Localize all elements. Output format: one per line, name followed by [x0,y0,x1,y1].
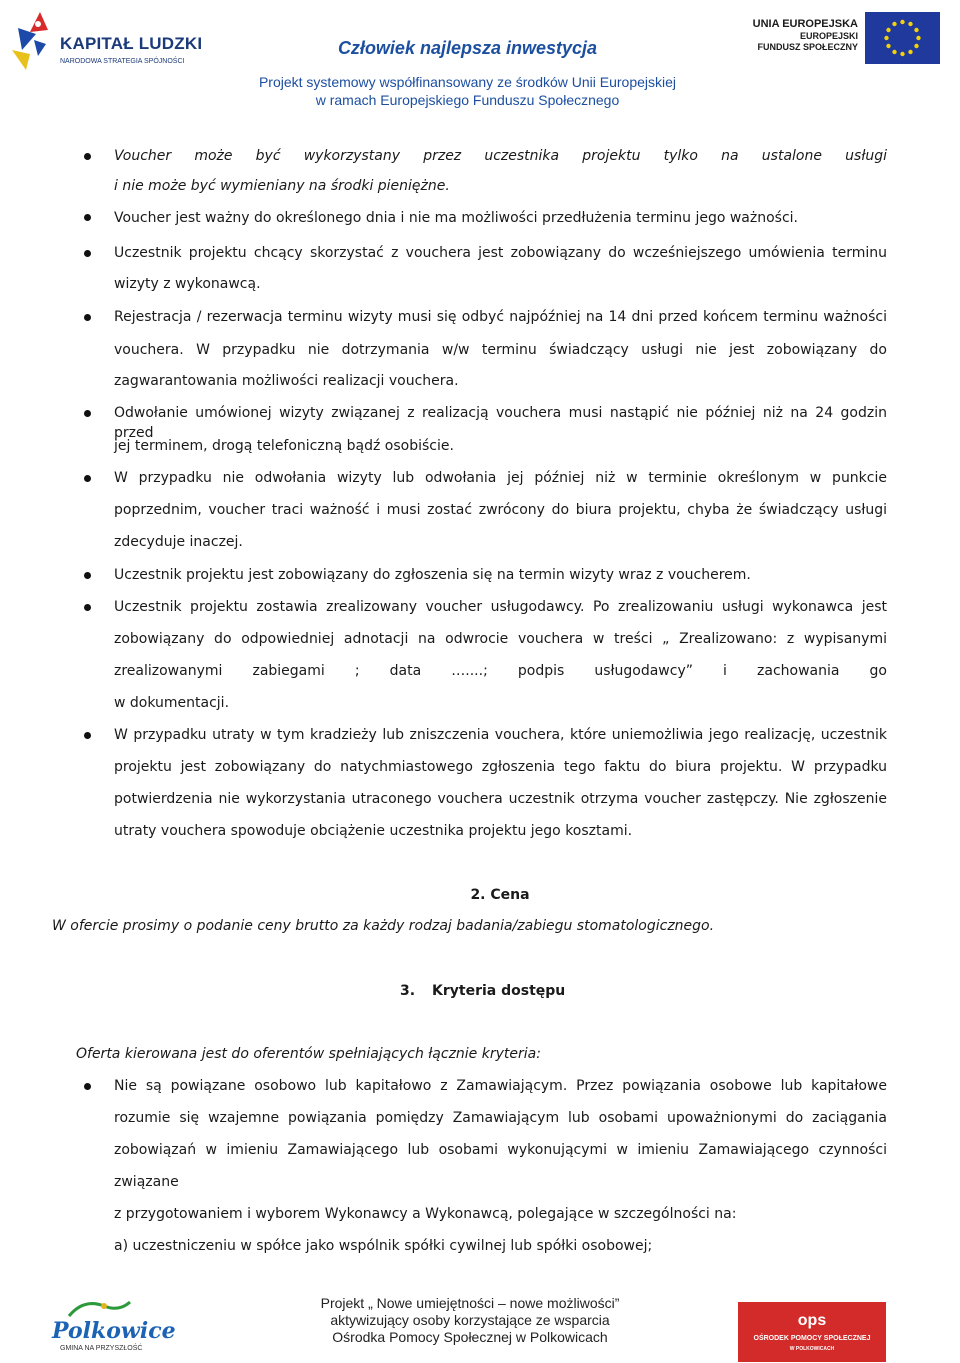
page-header [0,0,960,115]
page-footer [0,1290,960,1363]
list-item-line: vouchera. W przypadku nie dotrzymania w/w terminu świadczący usługi nie jest zobowiązany do [114,342,887,358]
ops-logo-name: ops [797,1312,827,1329]
list-item-line: zrealizowanymi zabiegami ; data …....; podpis usługodawcy” i zachowania go [114,663,887,679]
list-item-line: rozumie się wzajemne powiązania pomiędzy Zamawiającym lub osobami upoważnionymi do zaciągania [114,1110,887,1126]
list-item-line: zobowiązań w imieniu Zamawiającego lub osobami wykonującymi w imieniu Zamawiającego czynności [114,1142,887,1158]
bullet-icon [84,214,91,221]
list-item-line: Uczestnik projektu zostawia zrealizowany voucher usługodawcy. Po zrealizowaniu usługi wykonawca jest [114,599,887,615]
list-item-line: związane [114,1174,179,1190]
eu-logo-line-1: UNIA EUROPEJSKA [752,18,858,30]
list-item-line: wizyty z wykonawcą. [114,276,261,292]
list-item-line: z przygotowaniem i wyborem Wykonawcy a Wykonawcą, polegające w szczególności na: [114,1206,737,1222]
list-item-line: i nie może być wymieniany na środki pieniężne. [114,178,450,194]
list-item-line: a) uczestniczeniu w spółce jako wspólnik spółki cywilnej lub spółki osobowej; [114,1238,653,1254]
bullet-icon [84,1083,91,1090]
list-item-line: Voucher jest ważny do określonego dnia i nie ma możliwości przedłużenia terminu jego ważności. [114,210,798,226]
list-item-line: jej terminem, drogą telefoniczną bądź osobiście. [114,438,454,454]
list-item-line: Uczestnik projektu jest zobowiązany do zgłoszenia się na termin wizyty wraz z voucherem. [114,567,751,583]
header-motto: Człowiek najlepsza inwestycja [337,38,598,58]
ops-logo-background [738,1302,886,1362]
polkowice-emblem-icon [64,1298,134,1320]
list-item-line: zdecyduje inaczej. [114,534,243,550]
list-item-line: zobowiązany do odpowiedniej adnotacji na odwrocie vouchera w treści „ Zrealizowano: z wypisanymi [114,631,887,647]
list-item-line: Odwołanie umówionej wizyty związanej z realizacją vouchera musi nastąpić nie później niż na 24 godzin przed [114,405,887,441]
footer-line-3: Ośrodka Pomocy Społecznej w Polkowicach [332,1329,608,1345]
header-project-line-1: Projekt systemowy współfinansowany ze środków Unii Europejskiej [258,74,677,90]
bullet-icon [84,250,91,257]
polkowice-name: Polkowice [52,1318,176,1344]
ops-logo [738,1302,886,1362]
eu-logo-line-2: EUROPEJSKI [799,31,858,41]
footer-line-1: Projekt „ Nowe umiejętności – nowe możliwości” [320,1295,620,1311]
bullet-icon [84,410,91,417]
eu-logo [740,18,950,68]
ops-logo-line-2: W POLKOWICACH [789,1346,835,1352]
bullet-icon [84,314,91,321]
list-item-line: Uczestnik projektu chcący skorzystać z vouchera jest zobowiązany do wcześniejszego umówienia terminu [114,245,887,261]
bullet-icon [84,475,91,482]
list-item-line: utraty vouchera spowoduje obciążenie uczestnika projektu jego kosztami. [114,823,633,839]
kapital-ludzki-subtitle: NARODOWA STRATEGIA SPÓJNOŚCI [60,58,185,65]
section-paragraph-price: W ofercie prosimy o podanie ceny brutto za każdy rodzaj badania/zabiegu stomatologicznego. [52,918,715,934]
section-heading-price: 2. Cena [470,887,530,903]
bullet-icon [84,732,91,739]
eu-flag-icon [865,12,940,64]
list-item-line: W przypadku nie odwołania wizyty lub odwołania jej później niż w terminie określonym w punkcie [114,470,887,486]
bullet-icon [84,153,91,160]
list-item-line: w dokumentacji. [114,695,230,711]
bullet-icon [84,604,91,611]
list-item-line: potwierdzenia nie wykorzystania utraconego vouchera uczestnik otrzyma voucher zastępczy. Nie zgłoszenie [114,791,887,807]
kapital-ludzki-title: KAPITAŁ LUDZKI [60,34,203,53]
section-paragraph-criteria: Oferta kierowana jest do oferentów spełniających łącznie kryteria: [76,1046,541,1062]
list-item-line: W przypadku utraty w tym kradzieży lub zniszczenia vouchera, które uniemożliwia jego realizację, uczestnik [114,727,887,743]
header-project-line-2: w ramach Europejskiego Funduszu Społecznego [315,92,620,108]
footer-line-2: aktywizujący osoby korzystające ze wsparcia [330,1312,610,1328]
list-item-line: poprzednim, voucher traci ważność i musi zostać zwrócony do biura projektu, chyba że świadczący usługi [114,502,887,518]
list-item-line: Rejestracja / rezerwacja terminu wizyty musi się odbyć najpóźniej na 14 dni przed końcem terminu ważności [114,309,887,325]
ops-logo-line-1: OŚRODEK POMOCY SPOŁECZNEJ [753,1335,871,1342]
list-item-line: projektu jest zobowiązany do natychmiastowego zgłoszenia tego faktu do biura projektu. W przypadku [114,759,887,775]
polkowice-tagline: GMINA NA PRZYSZŁOŚĆ [60,1345,143,1352]
bullet-icon [84,572,91,579]
section-heading-number: 3. [400,983,416,999]
section-heading-criteria: Kryteria dostępu [432,983,566,999]
polkowice-logo [50,1298,176,1358]
kapital-ludzki-logo [8,10,208,72]
eu-logo-line-3: FUNDUSZ SPOŁECZNY [757,42,858,52]
kapital-ludzki-emblem-icon [8,10,58,72]
list-item-line: Voucher może być wykorzystany przez uczestnika projektu tylko na ustalone usługi [114,148,887,164]
list-item-line: zagwarantowania możliwości realizacji vouchera. [114,373,459,389]
list-item-line: Nie są powiązane osobowo lub kapitałowo z Zamawiającym. Przez powiązania osobowe lub kapitałowe [114,1078,887,1094]
